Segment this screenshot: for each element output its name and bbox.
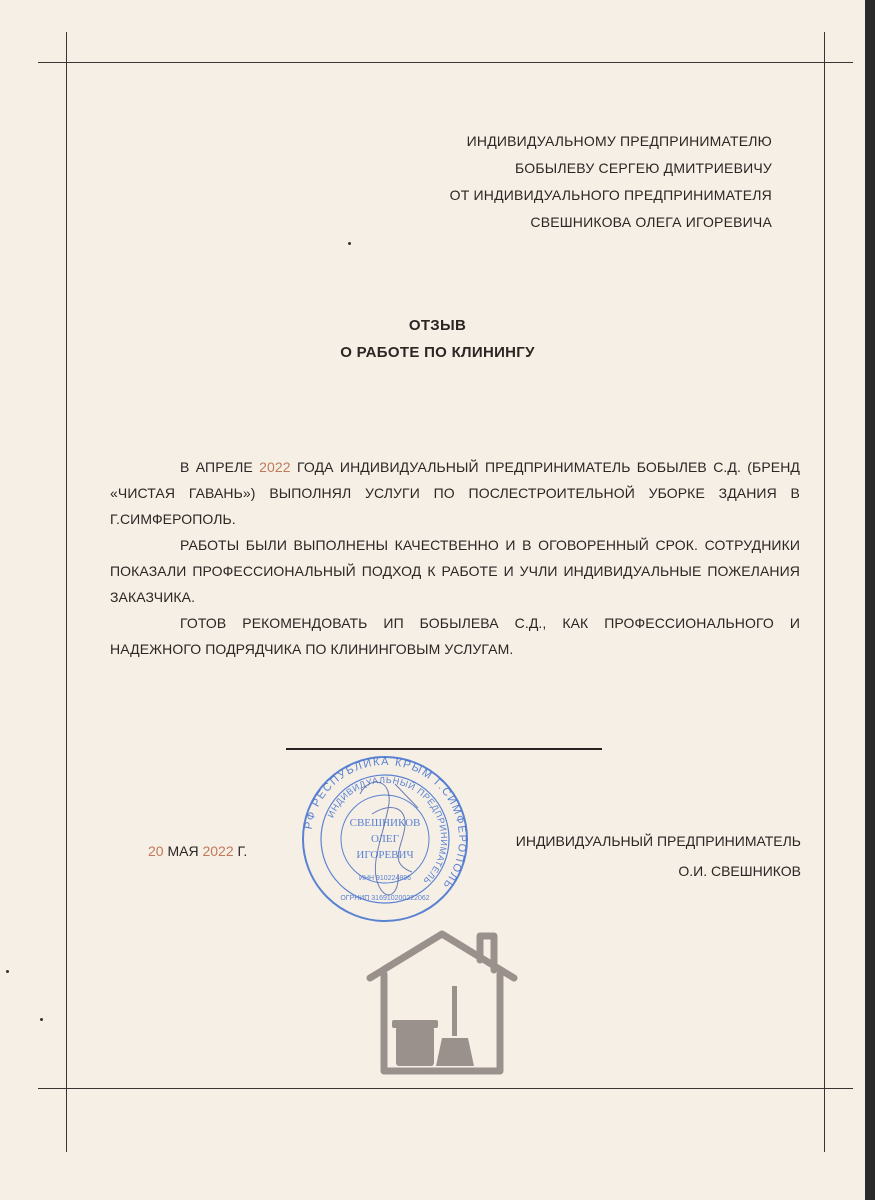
stamp-name-1: СВЕШНИКОВ — [349, 817, 421, 829]
stamp-outer-text: РФ РЕСПУБЛИКА КРЫМ Г.СИМФЕРОПОЛЬ — [302, 755, 469, 892]
date-year: 2022 — [202, 843, 234, 859]
signature-line — [286, 748, 602, 750]
stamp-name-2: ОЛЕГ — [371, 833, 399, 845]
svg-text:ИНДИВИДУАЛЬНЫЙ ПРЕДПРИНИМАТЕЛЬ — [326, 775, 450, 887]
addressee-line-3: ОТ ИНДИВИДУАЛЬНОГО ПРЕДПРИНИМАТЕЛЯ — [449, 187, 772, 203]
stamp-inner-text: ИНДИВИДУАЛЬНЫЙ ПРЕДПРИНИМАТЕЛЬ — [325, 774, 450, 887]
scan-speck — [348, 242, 351, 245]
round-seal-stamp — [300, 754, 470, 924]
scan-edge — [865, 0, 875, 1200]
date-suffix: Г. — [233, 843, 248, 859]
title-line-2: О РАБОТЕ ПО КЛИНИНГУ — [340, 344, 535, 361]
addressee-line-4: СВЕШНИКОВА ОЛЕГА ИГОРЕВИЧА — [530, 214, 772, 230]
stamp-inn: ИНН 910224896 — [358, 875, 412, 882]
scan-speck — [40, 1018, 43, 1021]
scan-speck — [6, 970, 9, 973]
paragraph-1-start: В АПРЕЛЕ — [180, 459, 260, 475]
document-title — [0, 312, 875, 366]
date-day: 20 — [148, 843, 168, 859]
frame-line-left — [66, 32, 67, 1152]
addressee-block — [450, 128, 772, 236]
paragraph-1 — [110, 454, 800, 532]
frame-line-right — [824, 32, 825, 1152]
stamp-name-3: ИГОРЕВИЧ — [356, 849, 414, 861]
frame-line-bottom — [38, 1088, 853, 1089]
title-line-1: ОТЗЫВ — [408, 317, 467, 334]
stamp-ogrnip: ОГРНИП 316910200222062 — [340, 895, 430, 902]
paragraph-3: ГОТОВ РЕКОМЕНДОВАТЬ ИП БОБЫЛЕВА С.Д., КАК ПРОФЕССИОНАЛЬНОГО И НАДЕЖНОГО ПОДРЯДЧИКА ПО КЛИНИНГОВЫМ УСЛУГАМ. — [110, 615, 800, 657]
signer-name: О.И. СВЕШНИКОВ — [678, 863, 801, 879]
signer-block — [516, 826, 801, 886]
house-with-bucket-and-broom-icon — [360, 926, 525, 1076]
date-month: МАЯ — [167, 843, 203, 859]
paragraph-1-year: 2022 — [259, 459, 291, 475]
addressee-line-2: БОБЫЛЕВУ СЕРГЕЮ ДМИТРИЕВИЧУ — [515, 160, 772, 176]
document-date — [148, 843, 247, 859]
addressee-line-1: ИНДИВИДУАЛЬНОМУ ПРЕДПРИНИМАТЕЛЮ — [466, 133, 772, 149]
signer-title: ИНДИВИДУАЛЬНЫЙ ПРЕДПРИНИМАТЕЛЬ — [515, 833, 801, 849]
frame-line-top — [38, 62, 853, 63]
paragraph-1-rest: ГОДА ИНДИВИДУАЛЬНЫЙ ПРЕДПРИНИМАТЕЛЬ БОБЫЛЕВ С.Д. (БРЕНД «ЧИСТАЯ ГАВАНЬ») ВЫПОЛНЯЛ УСЛУГИ ПО ПОСЛЕСТРОИТЕЛЬНОЙ УБОРКЕ ЗДАНИЯ В Г.СИМФЕРОПОЛЬ. — [110, 459, 801, 527]
paragraph-2: РАБОТЫ БЫЛИ ВЫПОЛНЕНЫ КАЧЕСТВЕННО И В ОГОВОРЕННЫЙ СРОК. СОТРУДНИКИ ПОКАЗАЛИ ПРОФЕССИОНАЛЬНЫЙ ПОДХОД К РАБОТЕ И УЧЛИ ИНДИВИДУАЛЬНЫЕ ПОЖЕЛАНИЯ ЗАКАЗЧИКА. — [110, 537, 800, 605]
body-text — [110, 454, 800, 662]
